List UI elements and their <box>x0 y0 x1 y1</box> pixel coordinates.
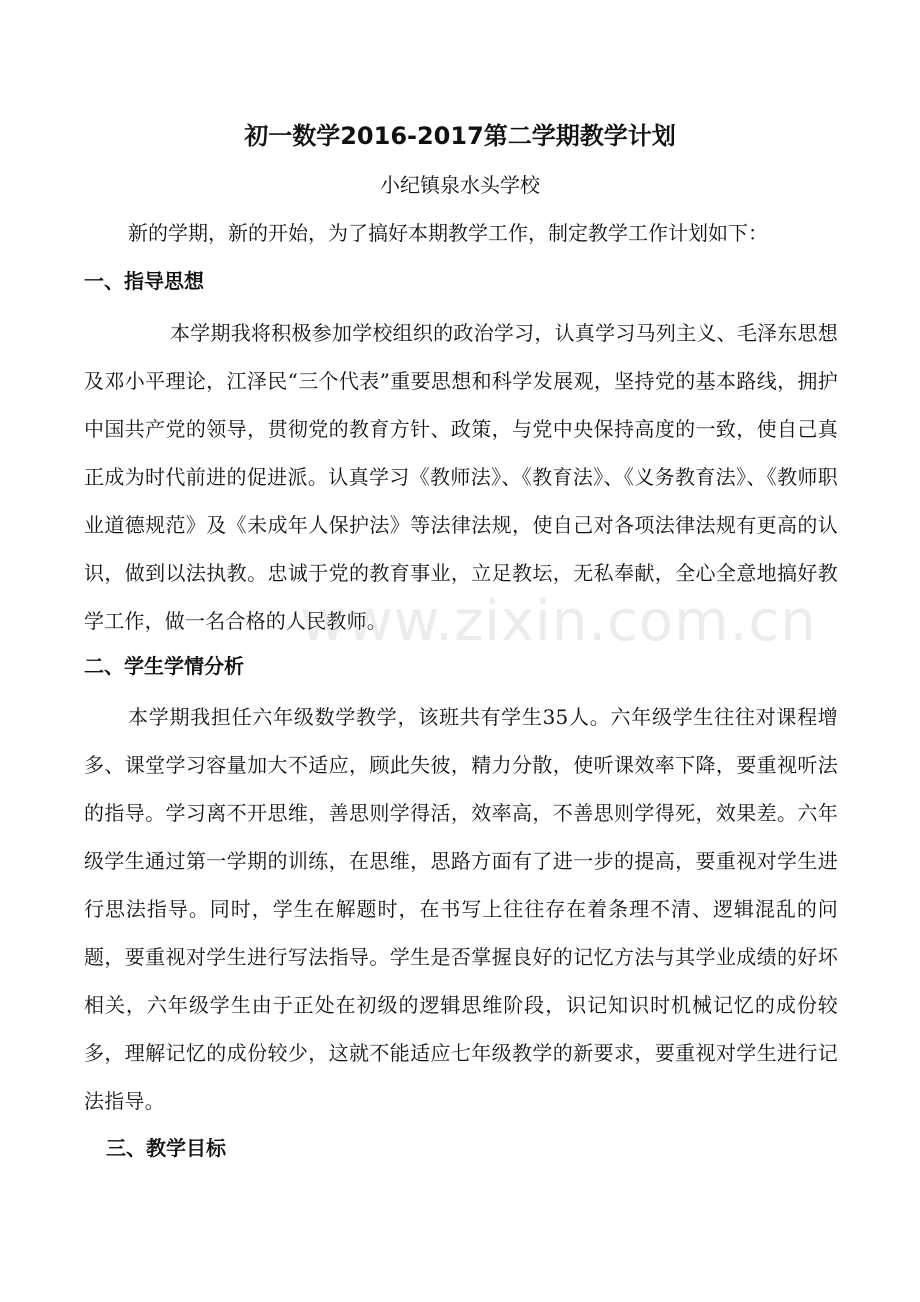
school-name: 小纪镇泉水头学校 <box>380 173 540 197</box>
section-paragraph-guiding-thought: 本学期我将积极参加学校组织的政治学习，认真学习马列主义、毛泽东思想及邓小平理论，江泽民“三个代表”重要思想和科学发展观，坚持党的基本路线，拥护中国共产党的领导，贯彻党的教育方针、政策，与党中央保持高度的一致，使自己真正成为时代前进的促进派。认真学习《教师法》、《教育法》、《义务教育法》、《教师职业道德规范》及《未成年人保护法》等法律法规，使自己对各项法律法规有更高的认识，做到以法执教。忠诚于党的教育事业，立足教坛，无私奉献，全心全意地搞好教学工作，做一名合格的人民教师。 <box>84 321 838 633</box>
watermark: www.zixin.com.cn <box>300 589 817 654</box>
section-paragraph-student-analysis: 本学期我担任六年级数学教学，该班共有学生35人。六年级学生往往对课程增多、课堂学习容量加大不适应，顾此失彼，精力分散，使听课效率下降，要重视听法的指导。学习离不开思维，善思则学得活，效率高，不善思则学得死，效果差。六年级学生通过第一学期的训练，在思维，思路方面有了进一步的提高，要重视对学生进行思法指导。同时，学生在解题时，在书写上往往存在着条理不清、逻辑混乱的问题，要重视对学生进行写法指导。学生是否掌握良好的记忆方法与其学业成绩的好坏相关，六年级学生由于正处在初级的逻辑思维阶段，识记知识时机械记忆的成份较多，理解记忆的成份较少，这就不能适应七年级教学的新要求，要重视对学生进行记法指导。 <box>84 705 838 1113</box>
intro-paragraph: 新的学期，新的开始，为了搞好本期教学工作，制定教学工作计划如下： <box>128 221 768 245</box>
document-title: 初一数学2016-2017第二学期教学计划 <box>244 122 676 150</box>
section-heading-teaching-goals: 三、教学目标 <box>106 1136 226 1160</box>
section-heading-student-analysis: 二、学生学情分析 <box>84 654 244 678</box>
section-heading-guiding-thought: 一、指导思想 <box>84 269 204 293</box>
